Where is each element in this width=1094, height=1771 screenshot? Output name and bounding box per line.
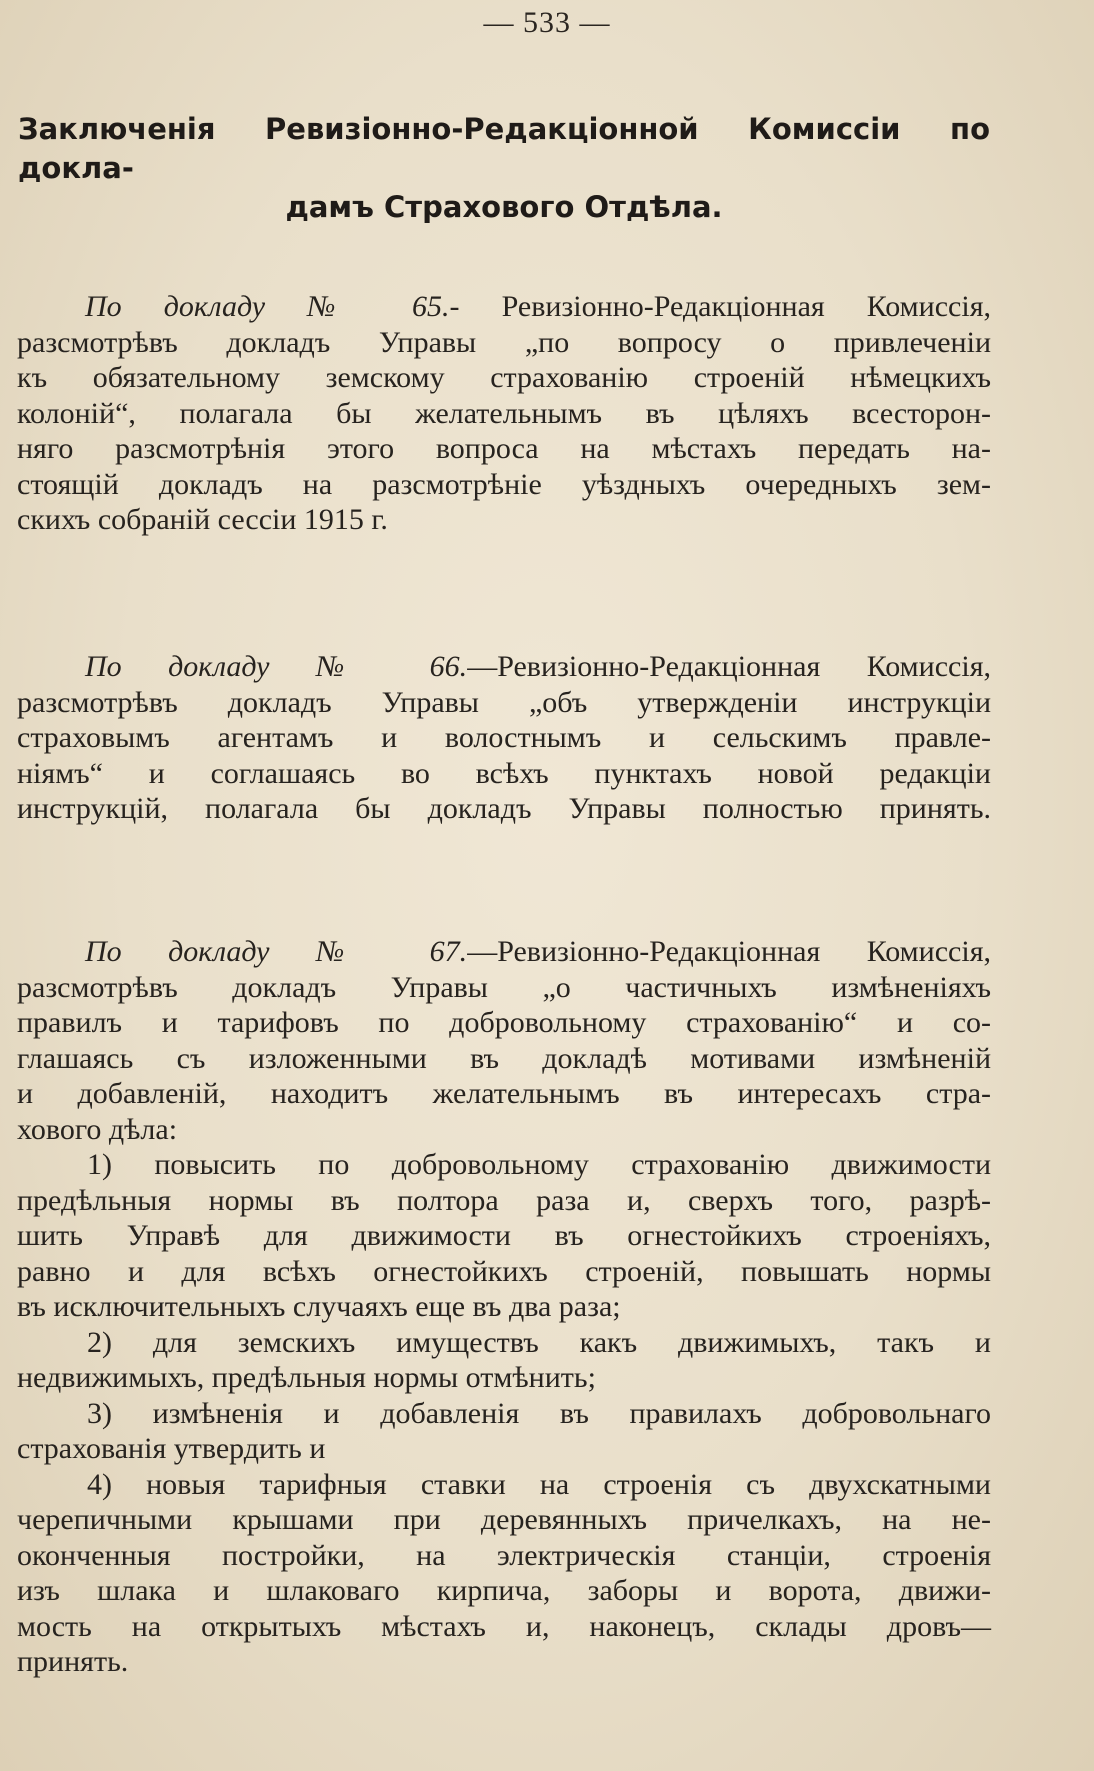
page-number: — 533 — xyxy=(483,6,611,39)
title-line-2: дамъ Страхового Отдѣла. xyxy=(285,190,723,224)
paragraph-report-66 xyxy=(17,649,991,827)
paragraph-line: страхованія утвердить и xyxy=(17,1432,326,1465)
paragraph-report-67 xyxy=(17,934,991,1680)
paragraph-line: хового дѣла: xyxy=(17,1112,178,1146)
paragraph-line: шить Управѣ для движимости въ огнестойкихъ строеніяхъ, xyxy=(17,1219,991,1252)
paragraph-line xyxy=(17,934,991,970)
paragraph-line: разсмотрѣвъ докладъ Управы „объ утвержденіи инструкціи xyxy=(17,685,991,719)
paragraph-line: и добавленій, находитъ желательнымъ въ интересахъ стра- xyxy=(17,1077,991,1110)
paragraph-line: мость на открытыхъ мѣстахъ и, наконецъ, склады дровъ— xyxy=(17,1609,991,1643)
paragraph-line: стоящій докладъ на разсмотрѣніе уѣздныхъ очередныхъ зем- xyxy=(17,467,991,501)
paragraph-line: страховымъ агентамъ и волостнымъ и сельскимъ правле- xyxy=(17,721,991,754)
paragraph-line: разсмотрѣвъ докладъ Управы „о частичныхъ измѣненіяхъ xyxy=(17,970,991,1004)
list-item-4: 4) новыя тарифныя ставки на строенія съ двухскатными xyxy=(87,1467,991,1501)
paragraph-line: колоній“, полагала бы желательнымъ въ цѣляхъ всесторон- xyxy=(17,396,991,430)
paragraph-line: недвижимыхъ, предѣльныя нормы отмѣнить; xyxy=(17,1361,596,1394)
paragraph-line xyxy=(17,649,991,685)
paragraph-line: оконченныя постройки, на электрическія станціи, строенія xyxy=(17,1538,991,1572)
paragraph-line: въ исключительныхъ случаяхъ еще въ два раза; xyxy=(17,1290,621,1323)
report-reference: По докладу № 65. xyxy=(85,290,450,323)
paragraph-line: черепичными крышами при деревянныхъ причелкахъ, на не- xyxy=(17,1503,991,1536)
paragraph-text: —Ревизіонно-Редакціонная Комиссія, xyxy=(467,935,991,968)
paragraph-line: ніямъ“ и соглашаясь во всѣхъ пунктахъ новой редакціи xyxy=(17,756,991,790)
paragraph-line: равно и для всѣхъ огнестойкихъ строеній, повышать нормы xyxy=(17,1254,991,1288)
paragraph-line xyxy=(17,289,991,325)
paragraph-line: няго разсмотрѣнія этого вопроса на мѣстахъ передать на- xyxy=(17,432,991,465)
title-line-1: Заключенія Ревизіонно-Редакціонной Комиссіи по докла- xyxy=(18,112,990,185)
paragraph-line: къ обязательному земскому страхованію строеній нѣмецкихъ xyxy=(17,361,991,394)
section-title xyxy=(18,110,990,227)
paragraph-line: инструкцій, полагала бы докладъ Управы полностью принять. xyxy=(17,792,991,825)
paragraph-text: —Ревизіонно-Редакціонная Комиссія, xyxy=(467,650,991,683)
paragraph-report-65 xyxy=(17,289,991,538)
list-item-1: 1) повысить по добровольному страхованію движимости xyxy=(87,1148,991,1181)
paragraph-line: предѣльныя нормы въ полтора раза и, сверхъ того, разрѣ- xyxy=(17,1183,991,1217)
paragraph-line: скихъ собраній сессіи 1915 г. xyxy=(17,503,388,536)
list-item-2: 2) для земскихъ имуществъ какъ движимыхъ, такъ и xyxy=(87,1325,991,1359)
paragraph-text: - Ревизіонно-Редакціонная Комиссія, xyxy=(449,290,991,323)
paragraph-line: принять. xyxy=(17,1645,129,1678)
report-reference: По докладу № 67. xyxy=(85,935,468,968)
paragraph-line: правилъ и тарифовъ по добровольному страхованію“ и со- xyxy=(17,1006,991,1039)
paragraph-line: изъ шлака и шлаковаго кирпича, заборы и ворота, движи- xyxy=(17,1574,991,1607)
paragraph-line: разсмотрѣвъ докладъ Управы „по вопросу о привлеченіи xyxy=(17,325,991,359)
report-reference: По докладу № 66. xyxy=(85,650,468,683)
list-item-3: 3) измѣненія и добавленія въ правилахъ добровольнаго xyxy=(87,1396,991,1430)
paragraph-line: глашаясь съ изложенными въ докладѣ мотивами измѣненій xyxy=(17,1041,991,1075)
